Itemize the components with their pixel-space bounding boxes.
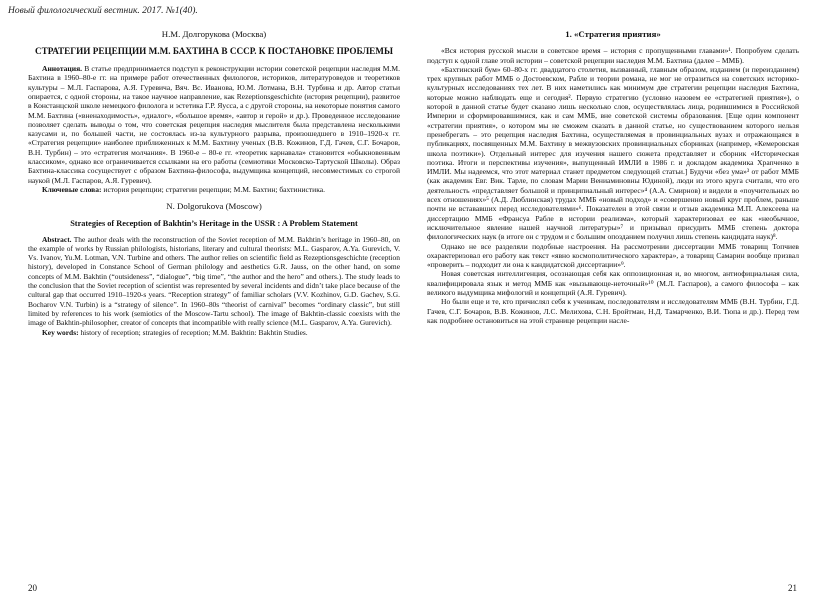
- left-page: [28, 30, 400, 337]
- keywords-label-ru: Ключевые слова:: [42, 184, 102, 194]
- right-page: [427, 30, 799, 325]
- article-title-ru: СТРАТЕГИИ РЕЦЕПЦИИ М.М. БАХТИНА В СССР. К ПОСТАНОВКЕ ПРОБЛЕМЫ: [35, 46, 393, 57]
- abstract-en: [28, 235, 400, 328]
- author-ru: Н.М. Долгорукова (Москва): [161, 29, 267, 39]
- abstract-text-ru: В статье предпринимается подступ к реконструкции истории советской рецепции наследия М.М. Бахтина в 1960–80-е гг. на примере работ отечественных филологов, историков, литературоведов и теоретиков культуры – М.Л. Гаспарова, А.Я. Гуревича, Вяч. Вс. Иванова, Ю.М. Лотмана, В.Н. Турбина и др. Автор статьи опирается, с одной стороны, на такое научное направление, как Rezeptionsgeschichte (история рецепции), развитое в Констанцской школе немецкого филолога и эстетика Г.Р. Яусса, а с другой стороны, на некоторые понятия самого М.М. Бахтина («вненаходимость», «диалог», «большое время», «автор и герой» и др.). Проведенное исследование позволяет сделать выводы о том, что советская рецепция наследия мыслителя была представлена несколькими казусами и, по большей части, не состоялась из-за культурного разрыва, произошедшего в 1910–1920-х гг. «Стратегия рецепции» наиболее приближенных к М.М. Бахтину ученых (В.В. Кожинов, Г.Д. Гачев, С.Г. Бочаров, В.Н. Турбин) – это «стратегия молчания». В 1960-е – 80-е гг. «теоретик карнавала» становится «обыкновенным классиком», однако все ограничивается ссылками на его работы (семиотики Московско-Тартуской Школы). Образ Бахтина-классика сосуществует с образом Бахтина-философа, выдумщика концепций, несовместимых со строгой наукой (М.Л. Гаспаров, А.Я. Гуревич).: [28, 64, 400, 185]
- running-header: Новый филологический вестник. 2017. №1(40).: [8, 6, 198, 16]
- page-number-left: 20: [28, 583, 37, 593]
- section-title: 1. «Стратегия приятия»: [565, 29, 661, 39]
- abstract-label-en: Abstract.: [42, 234, 72, 244]
- author-en: N. Dolgorukova (Moscow): [166, 201, 262, 212]
- page-number-right: 21: [788, 583, 797, 593]
- article-title-en: Strategies of Reception of Bakhtin’s Heritage in the USSR : A Problem Statement: [70, 218, 358, 228]
- english-abstract-block: [28, 235, 400, 337]
- abstract-ru: [28, 64, 400, 185]
- body-paragraph: Однако не все разделяли подобные настроения. На рассмотрении диссертации ММБ товарищ Топчиев охарактеризовал его работу как текст «явно космополитического характера», а товарищ Самарин вообще призвал «проверить – подходит ли она к кандидатской диссертации»⁹.: [427, 241, 799, 270]
- body-paragraph: «Вся история русской мысли в советское время – история с пропущенными главами»¹. Попробуем сделать подступ к одной главе этой истории – советской рецепции наследия М.М. Бахтина (далее – ММБ).: [427, 46, 799, 65]
- keywords-ru: [28, 185, 400, 194]
- abstract-label-ru: Аннотация.: [42, 64, 83, 74]
- keywords-label-en: Key words:: [42, 327, 79, 337]
- keywords-text-en: history of reception; strategies of reception; M.M. Bakhtin: Bakhtin Studies.: [80, 327, 308, 337]
- abstract-text-en: The author deals with the reconstruction of the Soviet reception of M.M. Bakhtin’s heritage in 1960–80, on the example of works by Russian philologists, historians, literary and cultural theorists: M.L. Gasparov, A.Ya. Gurevich, V. Vs. Ivanov, Yu.M. Lotman, V.N. Turbine and others. The author relies on scientific field as Rezeptionsgeschichte (reception history), developed in Constance School of German philology and aesthetics G.R. Jauss, on the other hand, on some concepts of M.M. Bakhtin (“outsideness”, “dialogue”, “big time”, “the author and the hero” and others.). The study leads to the conclusion that the Soviet reception of scientist was represented by several incidents and didn’t take place because of the cultural gap that occurred 1910–1920-s years. “Reception strategy” of familiar scholars (V.V. Kozhinov, G.D. Gachev, S.G. Bocharov V.N. Turbin) is a “strategy of silence”. In 1960–80s “theorist of carnival” becomes “ordinary classic”, but still limited by references to his work (semiotics of the Moscow-Tartu school). The image of Bakhtin-classic coexists with the image of Bakhtin-philosopher, creator of concepts that incompatible with really science (M.L. Gasparov, A.Ya. Gurevich).: [28, 234, 400, 328]
- body-paragraph: «Бахтинский бум» 60–80-х гг. двадцатого столетия, вызванный, главным образом, изданием (и переизданием) трех крупных работ ММБ о Достоевском, Рабле и теории романа, не мог не отразиться на советских историко-культурных исследованиях тех лет. В них наметились как минимум две стратегии рецепции наследия Бахтина, которые можно наблюдать еще и сегодня². Первую стратегию (условно назовем ее «стратегией приятия»), о которой в данной статье будет сказано лишь несколько слов, осуществлялась лица, родившимися в Российской Империи и сформировавшимися, как и сам ММБ, вне советской системы образования. [Еще один компонент «стратегии приятия», о котором мы не сможем сказать в данной статье, но существованием которого нельзя пренебрегать – это рецепция наследия Бахтина, осуществляемая в провинциальных вузах и отражающаяся в публикациях, посвященных М.М. Бахтину в межвузовских провинциальных сборниках (например, «Кемеровская школа поэтики»). Отдельный интерес для изучения нашего сюжета представляет и сборник «Историческая поэтика. Итоги и перспективы изучения», выпущенный ИМЛИ в 1986 г. и докладом академика Храпченко в ИМЛИ. Мы надеемся, что этот материал станет предметом следующей статьи.] Будучи «без ума»³ от работ ММБ (как академик Евг. Вик. Тарле, по словам Марии Вениаминовны Юдиной), люди из этого круга считали, что его деятельность «представляет большой и принципиальный интерес»⁴ (А.А. Смирнов) и видели в «поучительных во всех отношениях»⁵ (А.Д. Люблинская) трудах ММБ «новый подход» и «совершенно новый круг проблем, раньше почти не встававших перед исследователями»⁶. Показателен в этой связи и отзыв академика М.П. Алексеева на диссертацию ММБ «Франсуа Рабле в истории реализма», который характеризовал ее как «необычное, исключительное явление нашей научной литературы»⁷ и призывал присудить ММБ степень доктора филологических наук (в итоге он с трудом и с большим опозданием получил лишь степень кандидата наук)⁸.: [427, 64, 799, 242]
- body-paragraph: Новая советская интеллигенция, осознающая себя как оппозиционная и, во многом, антиофициальная сила, квалифицировала язык и метод ММБ как «вызывающе-неточный»¹⁰ (М.Л. Гаспаров), а самого философа – как великого выдумщика мифологий и концепций (А.Я. Гуревич).: [427, 269, 799, 298]
- keywords-en: [28, 328, 400, 337]
- keywords-text-ru: история рецепции; стратегии рецепции; М.М. Бахтин; бахтинистика.: [103, 184, 326, 194]
- body-paragraph: Но были еще и те, кто причислял себя к ученикам, последователям и исследователям ММБ (В.Н. Турбин, Г.Д. Гачев, С.Г. Бочаров, В.В. Кожинов, Л.С. Мелихова, С.Н. Бройтман, Н.Д. Тамарченко, В.И. Тюпа и др.). Перед тем как подробнее остановиться на этой странице рецепции насле-: [427, 297, 799, 325]
